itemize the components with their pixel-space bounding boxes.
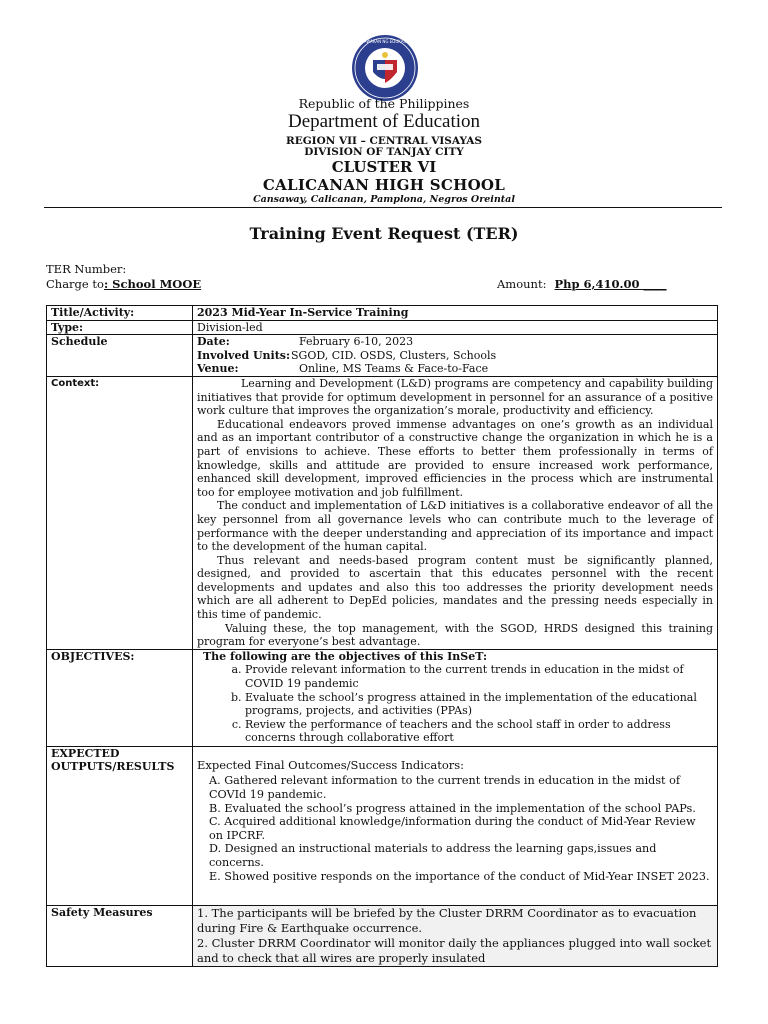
- charge-to-value: : School MOOE: [103, 277, 202, 291]
- republic-line: Republic of the Philippines: [298, 96, 470, 111]
- output-item: B. Evaluated the school’s progress attained in the implementation of the school PAPs.: [209, 801, 696, 815]
- region-line: REGION VII – CENTRAL VISAYAS: [285, 135, 483, 147]
- row-schedule: [47, 335, 718, 377]
- row-outputs: [47, 746, 718, 905]
- context-paragraph: Educational endeavors proved immense advantages on one’s growth as an individual and as an important contributor of a constructive change the organization in which he is a part of envisions to achieve. These efforts to better them professionally in terms of knowledge, skills and attitude are provided to ensure increased work performance, enhanced skill development, improved efficiencies in the process which are instrumental too for employee motivation and job fulfillment.: [197, 417, 713, 499]
- amount-value: Php 6,410.00 ____: [554, 277, 667, 291]
- output-item: A. Gathered relevant information to the current trends in education in the midst of COVId 19 pandemic.: [209, 774, 680, 802]
- schedule-label: Schedule: [47, 335, 193, 377]
- objective-item: b. Evaluate the school’s progress attained in the implementation of the educational programs, projects, and activities (PPAs): [245, 691, 713, 718]
- document-title: Training Event Request (TER): [249, 224, 519, 243]
- row-type: [47, 320, 718, 335]
- row-context: [47, 376, 718, 649]
- ter-number-label: TER Number:: [46, 262, 127, 276]
- type-value: Division-led: [193, 320, 718, 335]
- output-item: D. Designed an instructional materials to address the learning gaps,issues and concerns.: [209, 842, 657, 869]
- division-line: DIVISION OF TANJAY CITY: [304, 146, 464, 158]
- objectives-heading: The following are the objectives of this InSeT:: [203, 649, 488, 663]
- context-paragraph: Valuing these, the top management, with the SGOD, HRDS designed this training program for everyone’s best advantage.: [197, 621, 713, 649]
- schedule-date: Date: February 6-10, 2023: [197, 335, 414, 349]
- schedule-value: [193, 335, 718, 377]
- outputs-heading: Expected Final Outcomes/Success Indicators:: [197, 757, 465, 772]
- outputs-list: [197, 774, 713, 883]
- charge-to-label: Charge to: [46, 277, 104, 291]
- schedule-units: Involved Units:SGOD, CID. OSDS, Clusters, Schools: [197, 348, 497, 362]
- row-safety: [47, 905, 718, 966]
- safety-value: [193, 905, 718, 966]
- amount: [497, 277, 667, 291]
- objectives-label: OBJECTIVES:: [47, 649, 193, 746]
- safety-label: Safety Measures: [47, 905, 193, 966]
- context-paragraph: Thus relevant and needs-based program content must be significantly planned, designed, and provided to ascertain that this educates personnel with the recent developments and updates and also this too addresses the priority development needs which are all adherent to DepEd policies, mandates and the pressing needs especially in this time of pandemic.: [197, 553, 713, 622]
- outputs-value: [193, 746, 718, 905]
- context-text: [193, 376, 718, 649]
- outputs-label-line2: OUTPUTS/RESULTS: [51, 760, 175, 774]
- school-address: Cansaway, Calicanan, Pamplona, Negros Oreintal: [253, 194, 515, 205]
- outputs-label: [47, 746, 193, 905]
- context-paragraph: The conduct and implementation of L&D initiatives is a collaborative endeavor of all the key personnel from all governance levels who can contribute much to the leverage of performance with the deeper understanding and appreciation of its importance and impact to the development of the human capital.: [197, 499, 713, 554]
- output-item: E. Showed positive responds on the importance of the conduct of Mid-Year INSET 2023.: [209, 869, 710, 883]
- outputs-label-line1: EXPECTED: [51, 746, 120, 760]
- svg-text:KAGAWARAN NG EDUKASYON: KAGAWARAN NG EDUKASYON: [355, 39, 415, 44]
- safety-item: 1. The participants will be briefed by the Cluster DRRM Coordinator as to evacuation during Fire & Earthquake occurrence.: [197, 905, 697, 935]
- context-paragraph: Learning and Development (L&D) programs are competency and capability building initiatives that provide for optimum development in personnel for an assurance of a positive work culture that improves the organization’s morale, productivity and efficiency.: [197, 376, 713, 418]
- type-label: Type:: [47, 320, 193, 335]
- safety-list: [197, 906, 713, 966]
- amount-label: Amount:: [497, 277, 547, 291]
- output-item: C. Acquired additional knowledge/information during the conduct of Mid-Year Review on IPCRF.: [209, 815, 696, 842]
- context-label: Context:: [47, 376, 193, 649]
- safety-item: 2. Cluster DRRM Coordinator will monitor daily the appliances plugged into wall socket and to check that all wires are properly insulated: [197, 935, 712, 965]
- row-title: [47, 306, 718, 321]
- cluster-line: CLUSTER VI: [331, 158, 437, 176]
- deped-seal-logo: [351, 34, 419, 102]
- title-value: 2023 Mid-Year In-Service Training: [193, 306, 718, 321]
- objectives-list: [197, 663, 713, 745]
- school-name: CALICANAN HIGH SCHOOL: [262, 176, 506, 194]
- objectives-value: [193, 649, 718, 746]
- department-name: Department of Education: [287, 111, 481, 132]
- ter-table: [46, 305, 718, 967]
- title-label: Title/Activity:: [47, 306, 193, 321]
- header-divider: [44, 207, 722, 208]
- row-objectives: [47, 649, 718, 746]
- objective-item: c. Review the performance of teachers and the school staff in order to address concerns through collaborative effort: [245, 718, 713, 745]
- schedule-venue: Venue: Online, MS Teams & Face-to-Face: [197, 362, 489, 376]
- charge-to: [46, 277, 201, 291]
- objective-item: a. Provide relevant information to the current trends in education in the midst of COVID 19 pandemic: [245, 663, 713, 690]
